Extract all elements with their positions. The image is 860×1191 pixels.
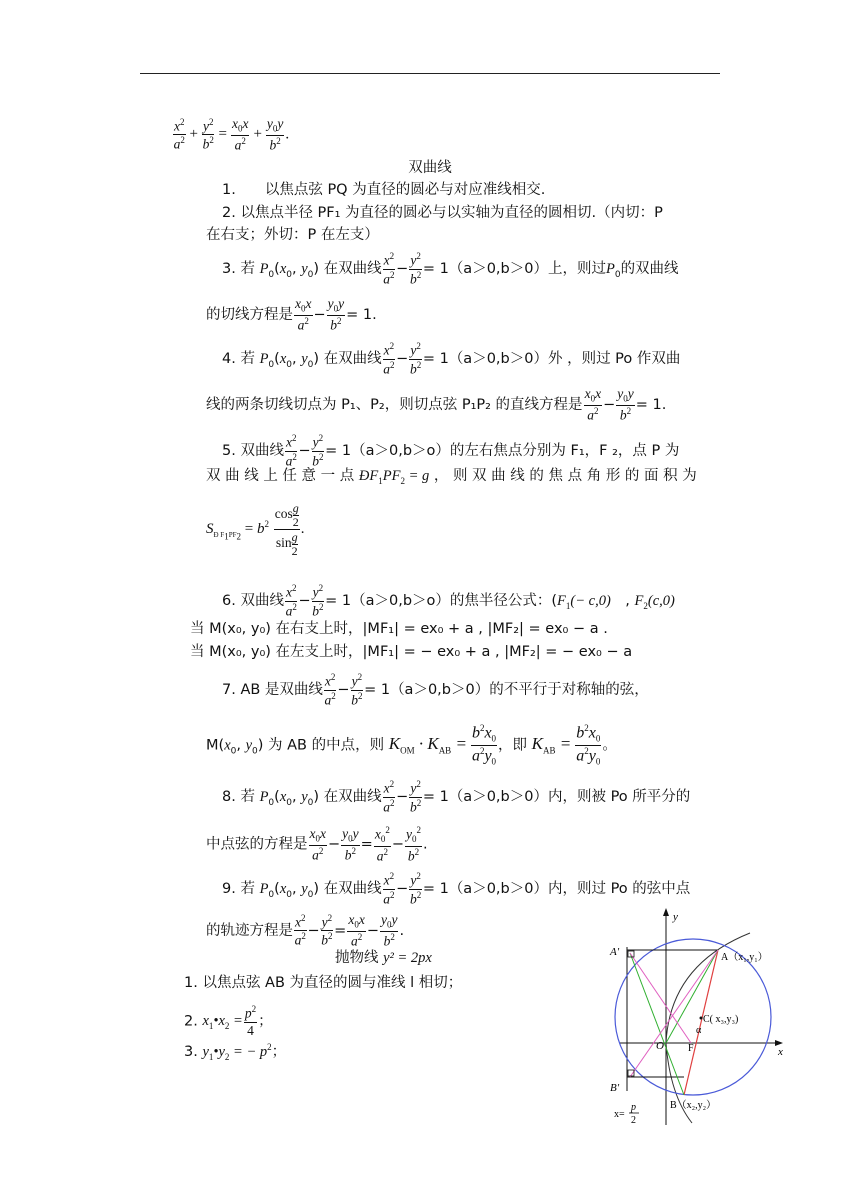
section-title-parabola	[335, 951, 432, 966]
label-directrix: x=	[614, 1109, 625, 1120]
text: 5. 双曲线	[222, 443, 284, 460]
label-a1: A′	[610, 946, 620, 958]
label-c: C( x₃,y₃)	[703, 1014, 739, 1025]
item-h7b: $M(x_0$, $y_0$) 为 AB 的中点，则 $K_{OM} \cdot K_{AB}$ = $\frac{b^2x_0}{a^2y_0}$ ，即 $K_{AB}$ = $\frac{b^2x_0}{a^2y_0}$ 。	[206, 723, 617, 767]
item-h5b: 双 曲 线 上 任 意 一 点 $ÐF_1PF_2 = g$ ， 则 双 曲 线 的 焦 点 角 形 的 面 积 为	[206, 468, 697, 486]
text: 在双曲线	[323, 789, 382, 806]
parabola-focal-chord-figure	[600, 905, 800, 1130]
item-h4b: 线的两条切线切点为 P₁、P₂，则切点弦 P₁P₂ 的直线方程是 $\frac{x_0x}{a^2}$ − $\frac{y_0y}{b^2}$ = 1.	[206, 386, 667, 423]
label-f: F	[688, 1043, 694, 1054]
label-b1: B′	[610, 1082, 620, 1094]
text: （a＞0,b＞0）上，则过	[448, 261, 606, 278]
text: 双 曲 线 上 任 意 一 点	[206, 468, 355, 484]
item-h4: 4. 若 $P_0(x_0$, $y_0$) 在双曲线 $\frac{x^2}{a^2}$ − $\frac{y^2}{b^2}$ = 1（a＞0,b＞0）外 ，则过 Po 作双曲	[222, 341, 681, 377]
label-directrix-2: 2	[631, 1115, 636, 1126]
item-h6b: 当 M(x₀, y₀) 在右支上时，|MF₁| = ex₀ + a , |MF₂| = ex₀ − a .	[190, 621, 608, 637]
item-h9b: 的轨迹方程是 $\frac{x^2}{a^2}$ − $\frac{y^2}{b^2}$ = $\frac{x_0x}{a^2}$ − $\frac{y_0y}{b^2}$ .	[206, 912, 405, 949]
text: 在双曲线	[323, 351, 382, 368]
text: 线的两条切线切点为 P₁、P₂，则切点弦 P₁P₂ 的直线方程是	[206, 396, 583, 413]
header-rule	[140, 73, 720, 74]
item-h7: 7. AB 是双曲线 $\frac{x^2}{a^2}$ − $\frac{y^2}{b^2}$ = 1（a＞0,b＞0）的不平行于对称轴的弦，	[222, 672, 649, 708]
item-h3b: 的切线方程是 $\frac{x_0x}{a^2}$ − $\frac{y_0y}{b^2}$ = 1.	[206, 296, 377, 333]
line-a1-b	[630, 953, 684, 1095]
label-y: y	[673, 911, 678, 923]
text: 的切线方程是	[206, 306, 293, 323]
item-h9: 9. 若 $P_0(x_0$, $y_0$) 在双曲线 $\frac{x^2}{a^2}$ − $\frac{y^2}{b^2}$ = 1（a＞0,b＞0）内，则过 Po 的弦中点	[222, 871, 691, 907]
item-p2: 2. $x_1•x_2$ = $\frac{p^2}{4}$ ；	[184, 1004, 273, 1038]
formula-ellipse-chord: $\frac{x^2}{a^2}$ + $\frac{y^2}{b^2}$ = $\frac{x_0x}{a^2}$ + $\frac{y_0y}{b^2}$ .	[173, 116, 290, 153]
section-title-hyperbola: 双曲线	[408, 160, 452, 176]
item-h8: 8. 若 $P_0(x_0$, $y_0$) 在双曲线 $\frac{x^2}{a^2}$ − $\frac{y^2}{b^2}$ = 1（a＞0,b＞0）内，则被 Po 所平分的	[222, 779, 691, 815]
text: 9. 若	[222, 881, 255, 898]
text: 2.	[184, 1013, 198, 1030]
text: 中点弦的方程是	[206, 836, 308, 853]
text: 4. 若	[222, 351, 255, 368]
text: 在双曲线	[323, 261, 382, 278]
text: 抛物线	[335, 950, 379, 966]
line-o-a	[666, 950, 718, 1043]
item-p3: 3. $y_1•y_2$ = − $p^2$；	[184, 1042, 287, 1062]
text: （a＞0,b＞0）的不平行于对称轴的弦，	[390, 682, 649, 699]
label-b: B（x₂,y₂）	[670, 1100, 717, 1111]
text: M	[206, 737, 219, 754]
text: 3.	[184, 1043, 198, 1060]
label-x: x	[778, 1046, 783, 1058]
text: （a＞0,b＞o）的左右焦点分别为 F₁，F ₂，点 P 为	[351, 443, 680, 460]
label-alpha: α	[696, 1025, 702, 1036]
item-h8b: 中点弦的方程是 $\frac{x_0x}{a^2}$ − $\frac{y_0y}{b^2}$ = $\frac{x_0^2}{a^2}$ − $\frac{y_0^2}{b^2}$ .	[206, 825, 428, 864]
parabola-equation: y² = 2px	[383, 950, 432, 966]
text: （a＞0,b＞o）的焦半径公式：(	[351, 593, 558, 610]
item-h6: 6. 双曲线 $\frac{x^2}{a^2}$ − $\frac{y^2}{b^2}$ = 1（a＞0,b＞o）的焦半径公式：($F_1(- c,0)$ , $F_2(c,0)$	[222, 583, 675, 619]
text: 6. 双曲线	[222, 593, 284, 610]
text: 7. AB 是双曲线	[222, 682, 323, 699]
item-p1: 1. 以焦点弦 AB 为直径的圆与准线 l 相切；	[184, 975, 463, 991]
text: （a＞0,b＞0）内，则被 Po 所平分的	[448, 789, 691, 806]
item-h1: 1. 以焦点弦 PQ 为直径的圆必与对应准线相交.	[222, 182, 546, 198]
text: ，即	[498, 737, 528, 754]
text: 的双曲线	[620, 261, 679, 278]
text: 3. 若	[222, 261, 255, 278]
label-a: A（x₁,y₁）	[721, 952, 768, 963]
item-h2b: 在右支；外切：P 在左支）	[206, 227, 379, 243]
item-h6c: 当 M(x₀, y₀) 在左支上时，|MF₁| = − ex₀ + a , |MF₂| = − ex₀ − a	[190, 644, 633, 660]
text: 在双曲线	[323, 881, 382, 898]
label-directrix-p: p	[631, 1102, 636, 1113]
text: 为 AB 的中点，则	[268, 737, 385, 754]
label-o: O	[656, 1040, 664, 1052]
item-h3: 3. 若 $P_0(x_0$, $y_0$) 在双曲线 $\frac{x^2}{a^2}$ − $\frac{y^2}{b^2}$ = 1（a＞0,b＞0）上，则过$P_0$的双曲线	[222, 251, 679, 287]
formula-h5-area: $S_{Ð F_1PF_2} = b^2$ cos $\frac{g}{2}$ sin $\frac{g}{2}$ .	[206, 501, 305, 558]
text: （a＞0,b＞0）内，则过 Po 的弦中点	[448, 881, 691, 898]
text: ， 则 双 曲 线 的 焦 点 角 形 的 面 积 为	[433, 468, 697, 484]
y-axis-arrow	[663, 908, 669, 916]
text: 的轨迹方程是	[206, 922, 293, 939]
item-h5: 5. 双曲线 $\frac{x^2}{a^2}$ − $\frac{y^2}{b^2}$ = 1（a＞0,b＞o）的左右焦点分别为 F₁，F ₂，点 P 为	[222, 433, 680, 469]
item-h2a: 2. 以焦点半径 PF₁ 为直径的圆必与以实轴为直径的圆相切.（内切：P	[222, 205, 663, 221]
text: （a＞0,b＞0）外 ，则过 Po 作双曲	[448, 351, 681, 368]
text: 8. 若	[222, 789, 255, 806]
line-a1-f	[630, 953, 691, 1043]
